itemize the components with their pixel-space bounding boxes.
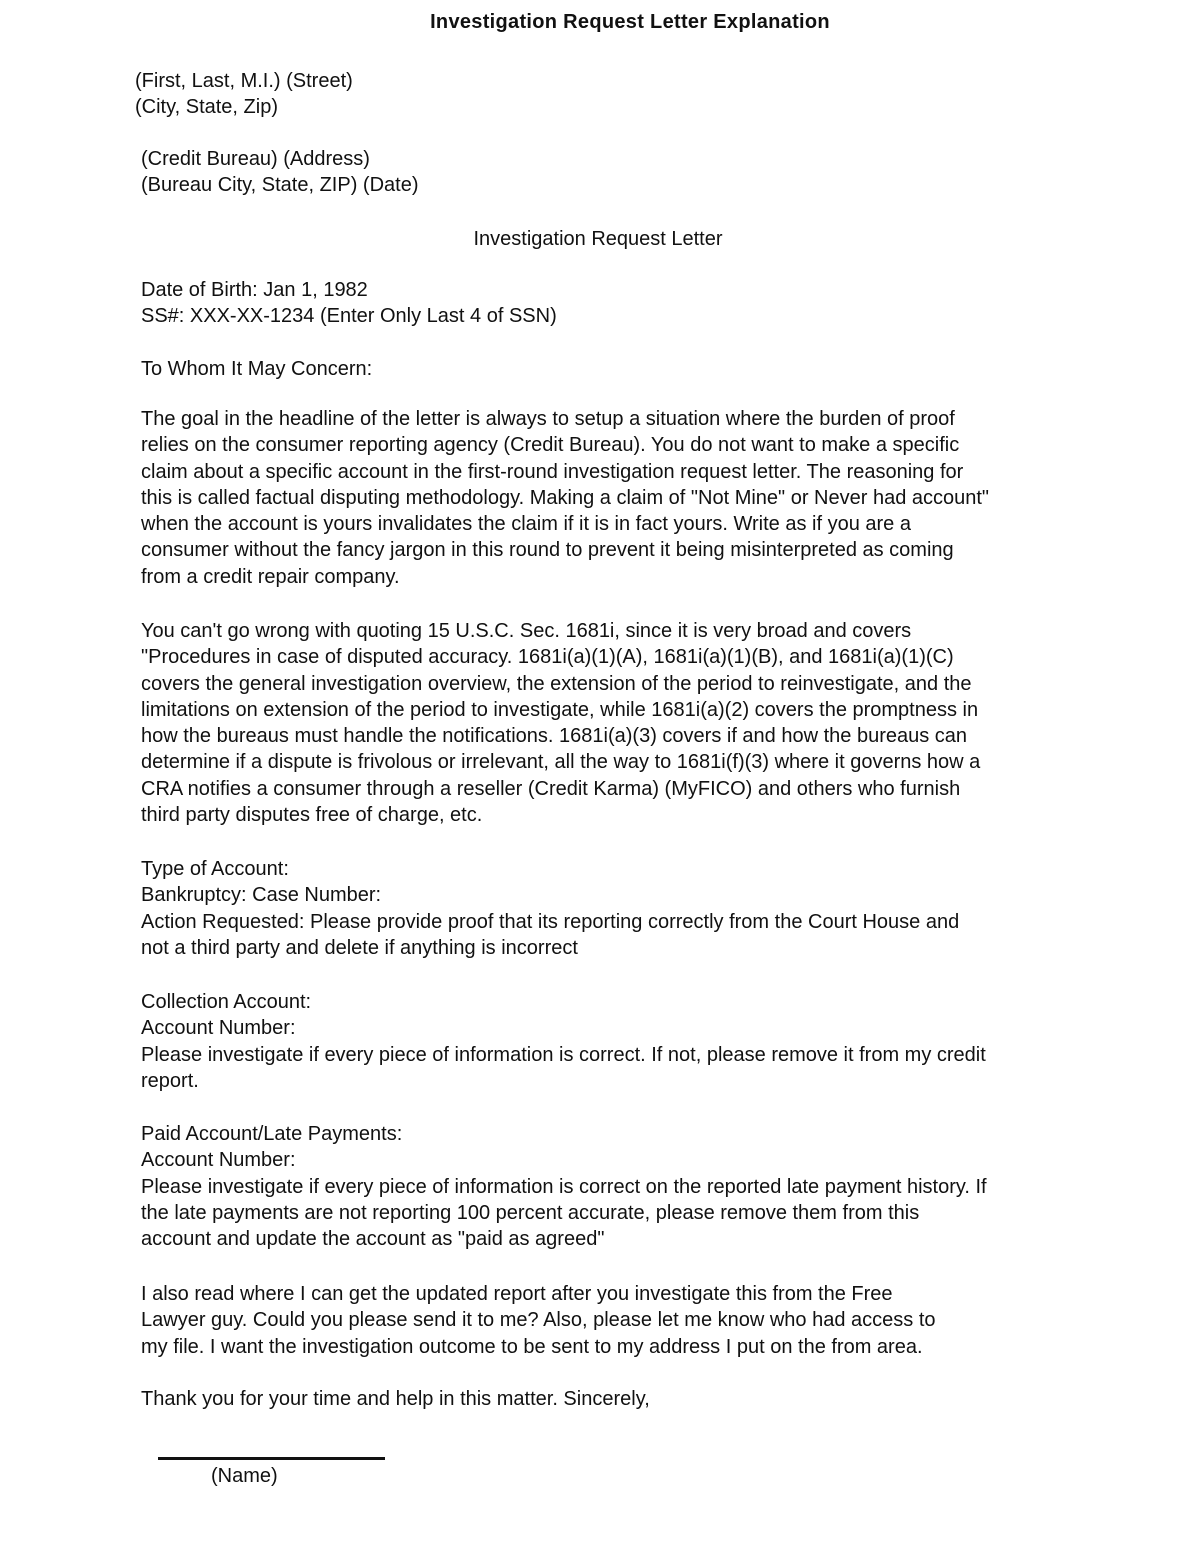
section-line: Bankruptcy: Case Number: xyxy=(141,884,382,907)
ssn-line: SS#: XXX-XX-1234 (Enter Only Last 4 of SSN) xyxy=(141,305,557,327)
paragraph-line: this is called factual disputing methodology. Making a claim of "Not Mine" or Never had account" xyxy=(141,486,990,509)
paragraph-line: The goal in the headline of the letter is always to setup a situation where the burden of proof xyxy=(141,408,955,430)
salutation: To Whom It May Concern: xyxy=(141,358,373,380)
paragraph-line: third party disputes free of charge, etc. xyxy=(141,804,483,827)
section-bankruptcy xyxy=(141,856,1061,961)
letter-heading: Investigation Request Letter xyxy=(473,228,723,250)
paragraph-line: claim about a specific account in the first-round investigation request letter. The reasoning for xyxy=(141,460,964,483)
sender-name-street: (First, Last, M.I.) (Street) xyxy=(135,70,353,92)
section-line: Account Number: xyxy=(141,1017,296,1040)
section-line: the late payments are not reporting 100 percent accurate, please remove them from this xyxy=(141,1201,920,1224)
paragraph-line: "Procedures in case of disputed accuracy. 1681i(a)(1)(A), 1681i(a)(1)(B), and 1681i(a)(1)(C) xyxy=(141,646,954,669)
section-line: Account Number: xyxy=(141,1149,296,1172)
paragraph-line: CRA notifies a consumer through a reseller (Credit Karma) (MyFICO) and others who furnish xyxy=(141,777,961,800)
signature-name: (Name) xyxy=(211,1465,278,1487)
paragraph-closing xyxy=(141,1281,1061,1360)
paragraph-line: consumer without the fancy jargon in this round to prevent it being misinterpreted as coming xyxy=(141,539,954,562)
paragraph-line: covers the general investigation overview, the extension of the period to reinvestigate, and the xyxy=(141,672,972,695)
section-line: Please investigate if every piece of information is correct. If not, please remove it from my credit xyxy=(141,1043,986,1066)
paragraph-line: You can't go wrong with quoting 15 U.S.C. Sec. 1681i, since it is very broad and covers xyxy=(141,620,912,642)
signature-line xyxy=(158,1457,385,1460)
paragraph-line: how the bureaus must handle the notifications. 1681i(a)(3) covers if and how the bureaus can xyxy=(141,725,968,748)
recipient-city-date: (Bureau City, State, ZIP) (Date) xyxy=(141,174,419,196)
section-line: report. xyxy=(141,1069,199,1092)
section-line: Collection Account: xyxy=(141,991,312,1013)
section-line: Please investigate if every piece of information is correct on the reported late payment history. If xyxy=(141,1175,987,1198)
section-line: account and update the account as "paid as agreed" xyxy=(141,1228,605,1251)
section-collection xyxy=(141,989,1061,1094)
paragraph-line: determine if a dispute is frivolous or irrelevant, all the way to 1681i(f)(3) where it governs how a xyxy=(141,751,981,774)
paragraph-line: relies on the consumer reporting agency (Credit Bureau). You do not want to make a specific xyxy=(141,434,960,457)
section-line: not a third party and delete if anything is incorrect xyxy=(141,936,578,959)
paragraph-line: when the account is yours invalidates the claim if it is in fact yours. Write as if you are a xyxy=(141,513,911,536)
paragraph-line: I also read where I can get the updated report after you investigate this from the Free xyxy=(141,1283,893,1305)
sender-city-state-zip: (City, State, Zip) xyxy=(135,96,278,118)
paragraph-line: my file. I want the investigation outcome to be sent to my address I put on the from area. xyxy=(141,1335,923,1358)
section-line: Action Requested: Please provide proof that its reporting correctly from the Court House and xyxy=(141,910,960,933)
paragraph-line: limitations on extension of the period to investigate, while 1681i(a)(2) covers the promptness in xyxy=(141,698,979,721)
paragraph-statute xyxy=(141,618,1061,828)
section-paid-late xyxy=(141,1121,1061,1252)
section-line: Type of Account: xyxy=(141,858,289,880)
sign-off: Thank you for your time and help in this matter. Sincerely, xyxy=(141,1388,650,1410)
paragraph-line: from a credit repair company. xyxy=(141,565,400,588)
document-title: Investigation Request Letter Explanation xyxy=(430,11,830,33)
paragraph-burden-of-proof xyxy=(141,406,1061,590)
recipient-bureau-address: (Credit Bureau) (Address) xyxy=(141,148,370,170)
date-of-birth: Date of Birth: Jan 1, 1982 xyxy=(141,279,368,301)
section-line: Paid Account/Late Payments: xyxy=(141,1123,403,1145)
paragraph-line: Lawyer guy. Could you please send it to me? Also, please let me know who had access to xyxy=(141,1309,936,1332)
